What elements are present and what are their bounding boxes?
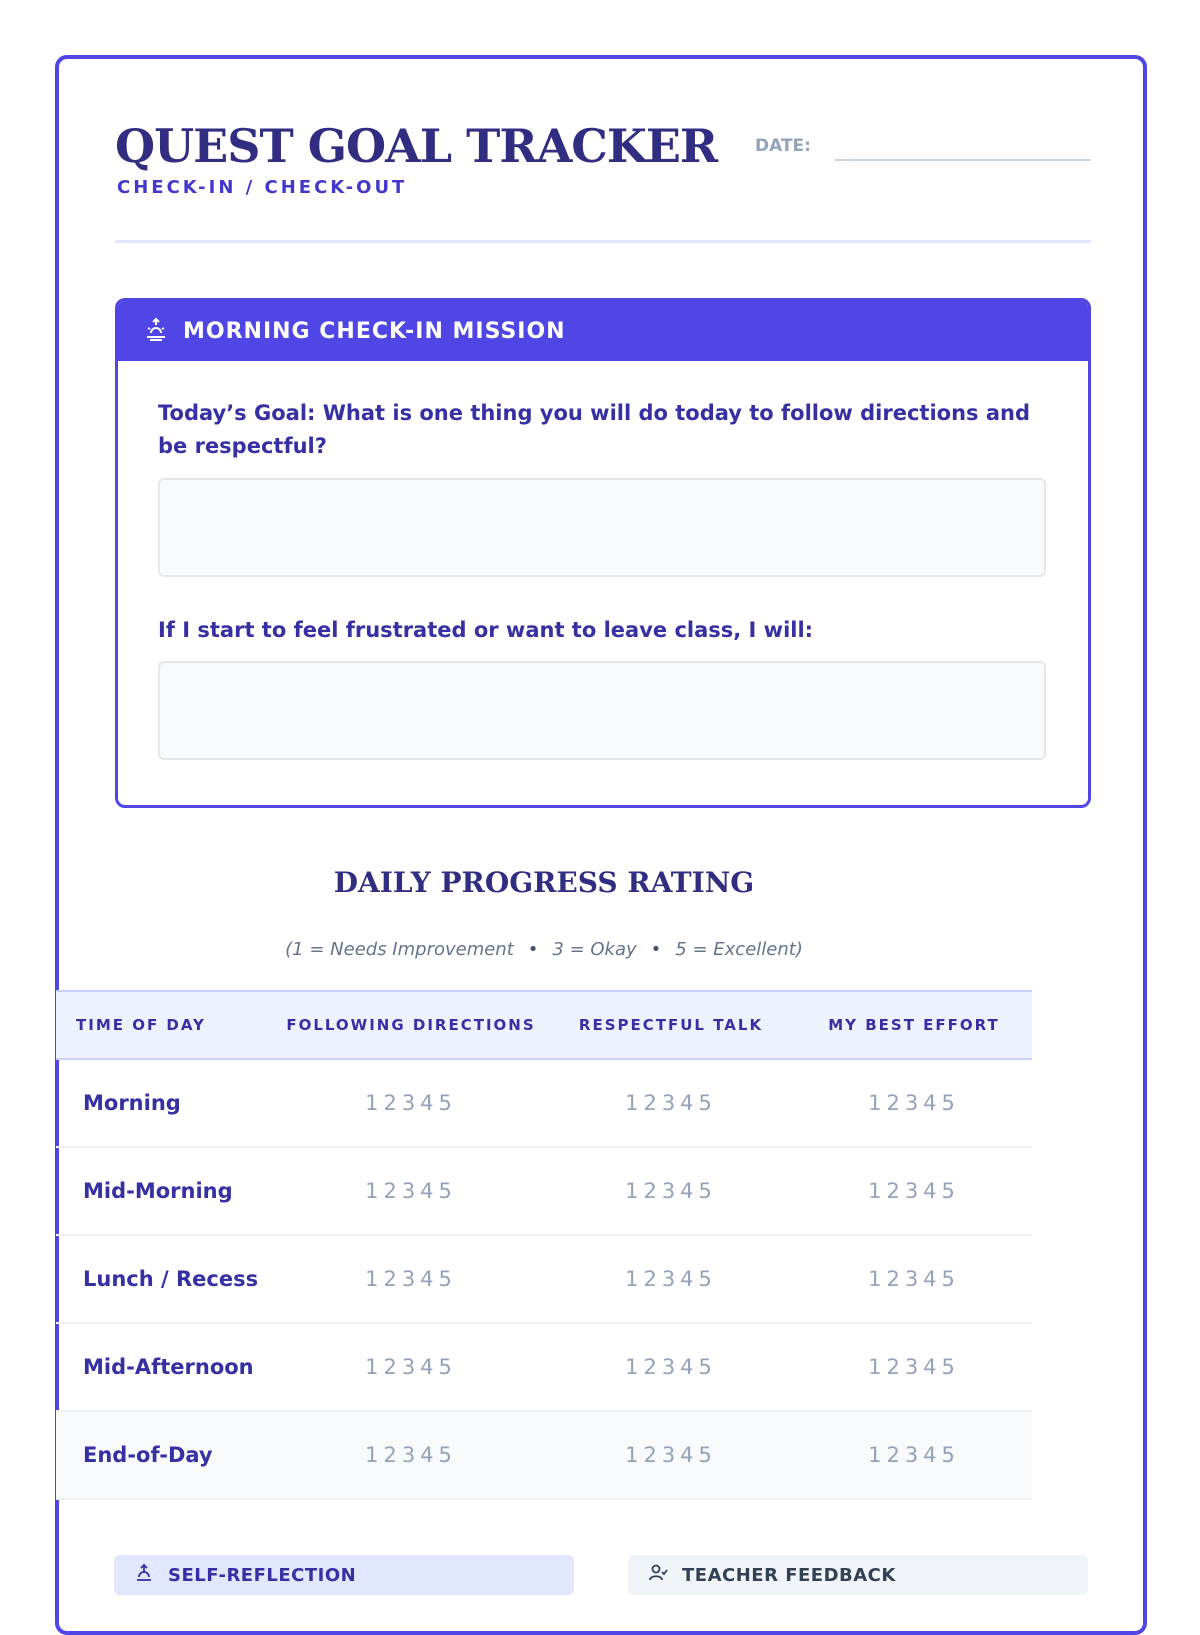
table-row	[56, 1147, 1032, 1235]
rating-options[interactable]: 12345	[546, 1147, 796, 1235]
row-time: Lunch / Recess	[56, 1235, 276, 1323]
rating-title: DAILY PROGRESS RATING	[333, 866, 755, 899]
scale-low: (1 = Needs Improvement	[285, 939, 514, 960]
rating-options[interactable]: 12345	[546, 1411, 796, 1499]
col-following-directions: FOLLOWING DIRECTIONS	[276, 991, 546, 1059]
rating-options[interactable]: 12345	[796, 1147, 1032, 1235]
row-time: Morning	[56, 1059, 276, 1147]
page-subtitle: CHECK-IN / CHECK-OUT	[117, 177, 408, 198]
table-row	[56, 1411, 1032, 1499]
rating-options[interactable]: 12345	[796, 1059, 1032, 1147]
row-time: Mid-Morning	[56, 1147, 276, 1235]
frustration-answer-field[interactable]	[158, 661, 1046, 760]
row-time: End-of-Day	[56, 1411, 276, 1499]
progress-table	[56, 990, 1032, 1500]
header	[115, 119, 1091, 243]
rating-options[interactable]: 12345	[276, 1411, 546, 1499]
rating-options[interactable]: 12345	[796, 1235, 1032, 1323]
scale-separator: •	[650, 939, 662, 960]
award-icon	[134, 1563, 154, 1587]
row-time: Mid-Afternoon	[56, 1323, 276, 1411]
sunrise-icon	[143, 316, 169, 346]
page-title: QUEST GOAL TRACKER	[115, 119, 718, 173]
morning-mission-card	[115, 298, 1091, 808]
teacher-feedback-header	[628, 1555, 1088, 1595]
scale-mid: 3 = Okay	[552, 939, 637, 960]
table-row	[56, 1059, 1032, 1147]
rating-options[interactable]: 12345	[796, 1411, 1032, 1499]
rating-options[interactable]: 12345	[276, 1147, 546, 1235]
rating-options[interactable]: 12345	[276, 1235, 546, 1323]
col-best-effort: MY BEST EFFORT	[796, 991, 1032, 1059]
frustration-question: If I start to feel frustrated or want to leave class, I will:	[158, 618, 814, 642]
rating-options[interactable]: 12345	[546, 1323, 796, 1411]
rating-options[interactable]: 12345	[546, 1059, 796, 1147]
mission-header	[118, 301, 1088, 361]
self-reflection-label: SELF-REFLECTION	[168, 1564, 357, 1586]
teacher-feedback-label: TEACHER FEEDBACK	[682, 1564, 896, 1586]
rating-options[interactable]: 12345	[276, 1323, 546, 1411]
rating-scale	[56, 939, 1032, 960]
rating-options[interactable]: 12345	[276, 1059, 546, 1147]
rating-options[interactable]: 12345	[796, 1323, 1032, 1411]
col-time-of-day: TIME OF DAY	[56, 991, 276, 1059]
date-field[interactable]	[835, 159, 1091, 161]
col-respectful-talk: RESPECTFUL TALK	[546, 991, 796, 1059]
self-reflection-header	[114, 1555, 574, 1595]
mission-title: MORNING CHECK-IN MISSION	[183, 318, 566, 344]
scale-high: 5 = Excellent)	[675, 939, 803, 960]
scale-separator: •	[527, 939, 539, 960]
teacher-icon	[648, 1563, 668, 1587]
table-row	[56, 1323, 1032, 1411]
goal-question: Today’s Goal: What is one thing you will do today to follow directions and be respectful?	[158, 401, 1031, 458]
date-label: DATE:	[755, 136, 811, 156]
rating-options[interactable]: 12345	[546, 1235, 796, 1323]
goal-answer-field[interactable]	[158, 478, 1046, 577]
table-row	[56, 1235, 1032, 1323]
